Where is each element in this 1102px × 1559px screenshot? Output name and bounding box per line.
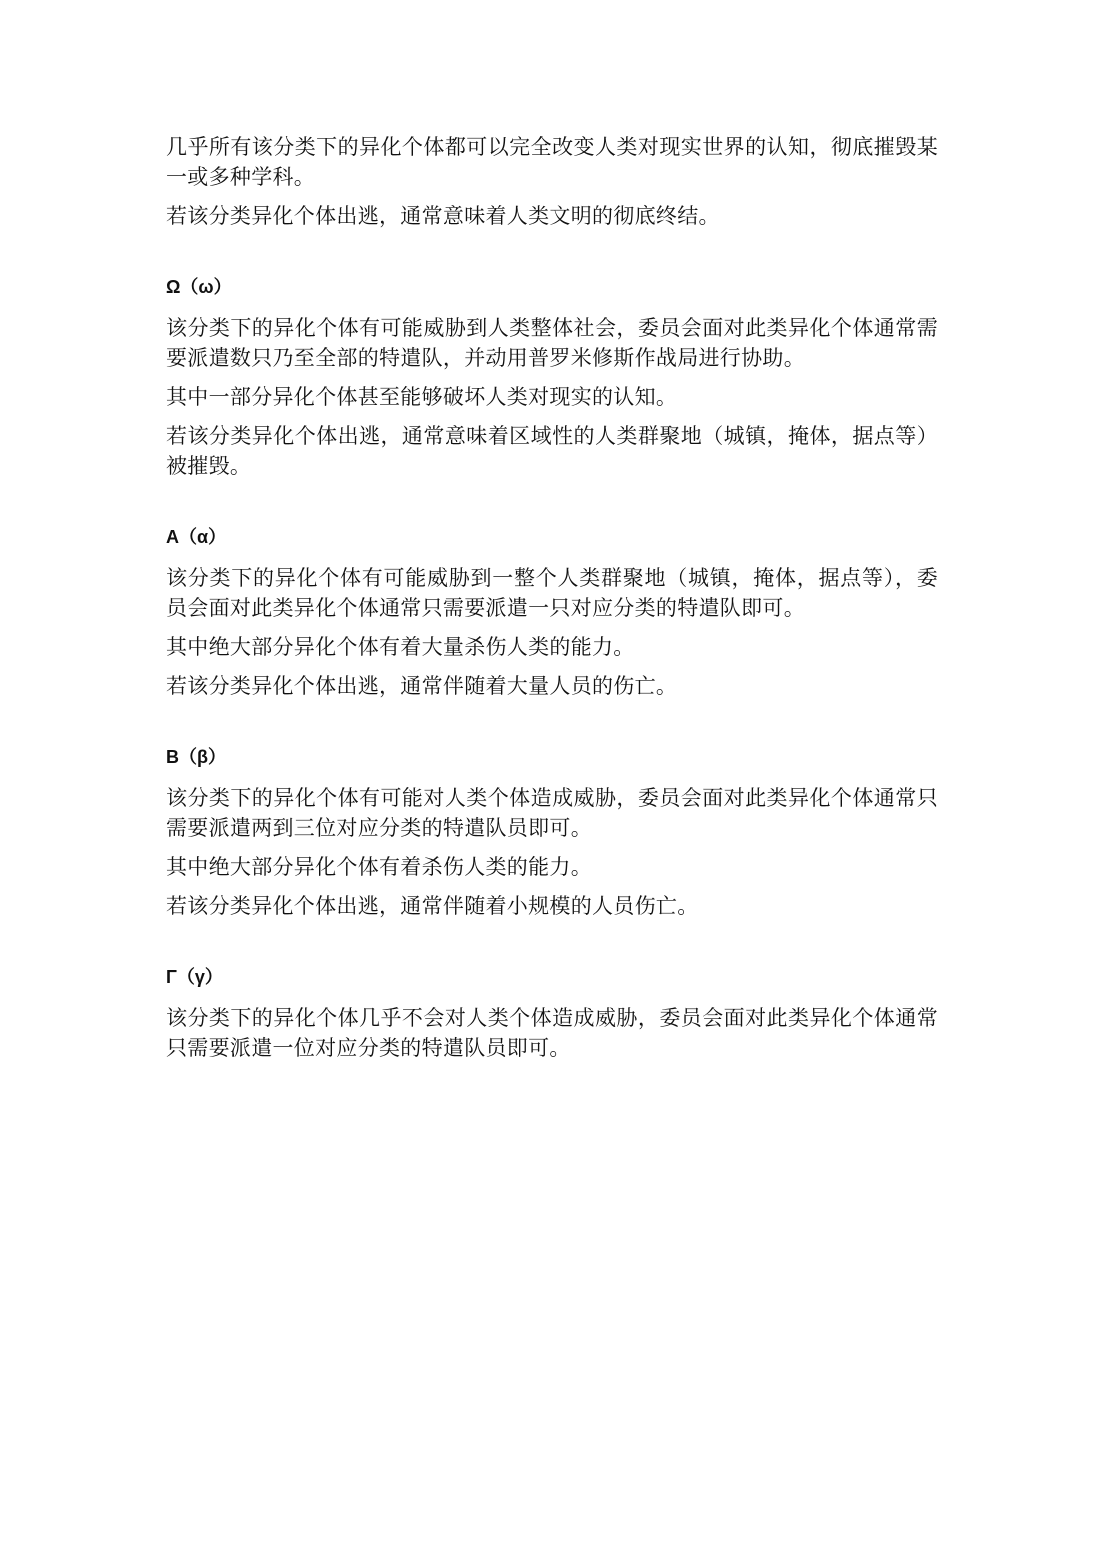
section-heading: Ω（ω） [166,277,232,297]
section-alpha [166,525,938,701]
section-heading: A（α） [166,527,227,547]
paragraph: 其中绝大部分异化个体有着杀伤人类的能力。 [166,855,592,879]
section-gamma [166,965,938,1063]
section-beta [166,745,938,921]
paragraph: 若该分类异化个体出逃，通常意味着人类文明的彻底终结。 [166,204,720,228]
paragraph: 若该分类异化个体出逃，通常伴随着小规模的人员伤亡。 [166,894,699,918]
paragraph: 该分类下的异化个体几乎不会对人类个体造成威胁，委员会面对此类异化个体通常只需要派遣一位对应分类的特遣队员即可。 [166,1006,938,1060]
document-body [166,132,938,1072]
paragraph: 该分类下的异化个体有可能对人类个体造成威胁，委员会面对此类异化个体通常只需要派遣两到三位对应分类的特遣队员即可。 [166,786,938,840]
paragraph: 该分类下的异化个体有可能威胁到人类整体社会，委员会面对此类异化个体通常需要派遣数只乃至全部的特遣队，并动用普罗米修斯作战局进行协助。 [166,316,938,370]
paragraph: 其中绝大部分异化个体有着大量杀伤人类的能力。 [166,635,635,659]
paragraph: 若该分类异化个体出逃，通常伴随着大量人员的伤亡。 [166,674,678,698]
paragraph: 几乎所有该分类下的异化个体都可以完全改变人类对现实世界的认知，彻底摧毁某一或多种学科。 [166,135,938,189]
paragraph: 若该分类异化个体出逃，通常意味着区域性的人类群聚地（城镇，掩体，据点等）被摧毁。 [166,424,938,478]
intro-block [166,132,938,231]
section-heading: B（β） [166,747,226,767]
paragraph: 该分类下的异化个体有可能威胁到一整个人类群聚地（城镇，掩体，据点等），委员会面对此类异化个体通常只需要派遣一只对应分类的特遣队即可。 [166,566,938,620]
section-heading: Γ（γ） [166,967,223,987]
paragraph: 其中一部分异化个体甚至能够破坏人类对现实的认知。 [166,385,678,409]
section-omega [166,275,938,481]
